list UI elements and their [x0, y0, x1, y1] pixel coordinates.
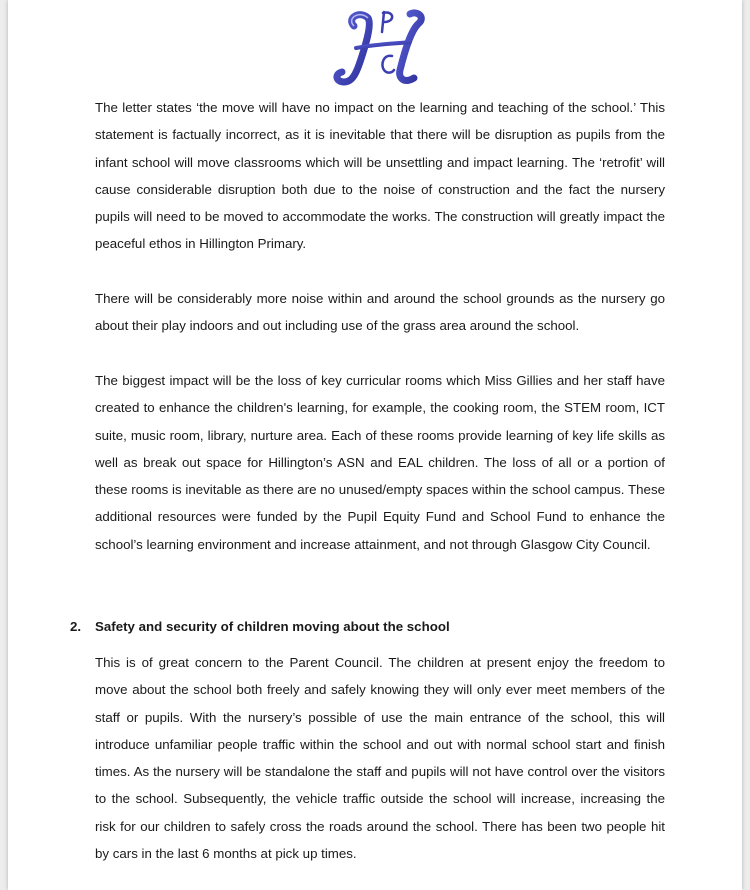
- school-logo-icon: [326, 4, 436, 92]
- paragraph-curricular-rooms: The biggest impact will be the loss of key curricular rooms which Miss Gillies and her staff have created to enhance the children's learning, for example, the cooking room, the STEM room, ICT suite, music room, library, nurture area. Each of these rooms provide learning of key life skills as well as break out space for Hillington’s ASN and EAL children. The loss of all or a portion of these rooms is inevitable as there are no unused/empty spaces within the school campus. These additional resources were funded by the Pupil Equity Fund and School Fund to enhance the school’s learning environment and increase attainment, and not through Glasgow City Council.: [95, 373, 665, 552]
- section-title: Safety and security of children moving about the school: [95, 619, 450, 634]
- document-page: [8, 0, 742, 890]
- section-number: 2.: [70, 619, 82, 634]
- section-heading: [70, 613, 670, 640]
- paragraph-impact-statement: The letter states ‘the move will have no impact on the learning and teaching of the school.’ This statement is factually incorrect, as it is inevitable that there will be disruption as pupils from the infant school will move classrooms which will be unsettling and impact learning. The ‘retrofit’ will cause considerable disruption both due to the noise of construction and the fact the nursery pupils will need to be moved to accommodate the works. The construction will greatly impact the peaceful ethos in Hillington Primary.: [95, 100, 665, 252]
- paragraph-safety: This is of great concern to the Parent Council. The children at present enjoy the freedom to move about the school both freely and safely knowing they will only ever meet members of the staff or pupils. With the nursery’s possible of use the main entrance of the school, this will introduce unfamiliar people traffic within the school and out with normal school start and finish times. As the nursery will be standalone the staff and pupils will not have control over the visitors to the school. Subsequently, the vehicle traffic outside the school will increase, increasing the risk for our children to safely cross the roads around the school. There has been two people hit by cars in the last 6 months at pick up times.: [95, 655, 665, 862]
- paragraph-noise: There will be considerably more noise within and around the school grounds as the nursery go about their play indoors and out including use of the grass area around the school.: [95, 291, 665, 334]
